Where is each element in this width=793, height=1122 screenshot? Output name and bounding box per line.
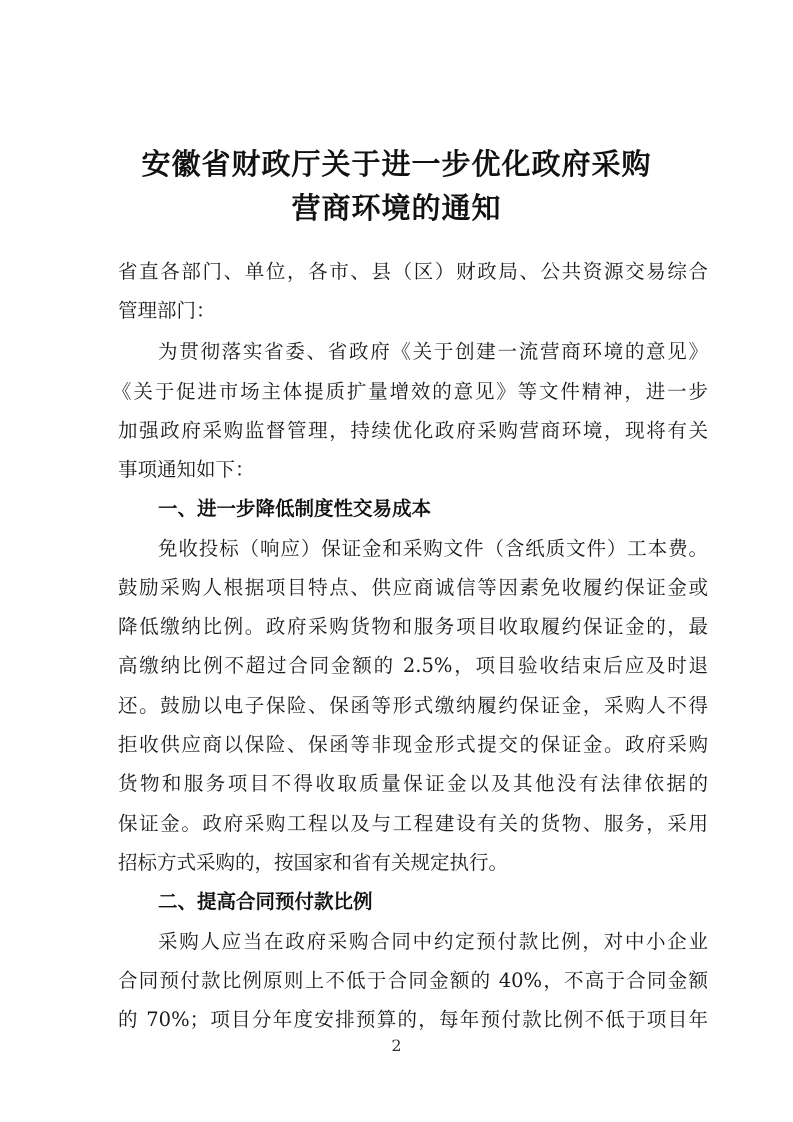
- body-paragraph-line: 加强政府采购监督管理，持续优化政府采购营商环境，现将有关: [118, 419, 708, 442]
- body-paragraph-line: 事项通知如下：: [118, 458, 255, 481]
- body-paragraph-line: 降低缴纳比例。政府采购货物和服务项目收取履约保证金的，最: [118, 615, 708, 638]
- body-paragraph-line: 的 70%；项目分年度安排预算的，每年预付款比例不低于项目年: [118, 1008, 708, 1031]
- body-paragraph-line: 鼓励采购人根据项目特点、供应商诚信等因素免收履约保证金或: [118, 576, 708, 599]
- body-paragraph-line: 免收投标（响应）保证金和采购文件（含纸质文件）工本费。: [158, 537, 708, 560]
- body-paragraph-line: 货物和服务项目不得收取质量保证金以及其他没有法律依据的: [118, 772, 708, 795]
- body-paragraph-line: 保证金。政府采购工程以及与工程建设有关的货物、服务，采用: [118, 812, 708, 835]
- document-title-line-2: 营商环境的通知: [291, 191, 502, 225]
- body-paragraph-line: 还。鼓励以电子保险、保函等形式缴纳履约保证金，采购人不得: [118, 694, 708, 717]
- body-paragraph-line: 为贯彻落实省委、省政府《关于创建一流营商环境的意见》: [158, 340, 708, 363]
- page-number: 2: [391, 1036, 402, 1055]
- document-title-line-1: 安徽省财政厅关于进一步优化政府采购: [141, 147, 652, 181]
- body-paragraph-line: 合同预付款比例原则上不低于合同金额的 40%，不高于合同金额: [118, 969, 708, 992]
- body-paragraph-line: 采购人应当在政府采购合同中约定预付款比例，对中小企业: [158, 930, 708, 953]
- salutation-line-1: 省直各部门、单位，各市、县（区）财政局、公共资源交易综合: [118, 260, 708, 283]
- section-heading-1: 一、进一步降低制度性交易成本: [158, 497, 432, 520]
- body-paragraph-line: 招标方式采购的，按国家和省有关规定执行。: [118, 851, 509, 874]
- body-paragraph-line: 拒收供应商以保险、保函等非现金形式提交的保证金。政府采购: [118, 733, 708, 756]
- body-paragraph-line: 《关于促进市场主体提质扩量增效的意见》等文件精神，进一步: [112, 380, 708, 403]
- body-paragraph-line: 高缴纳比例不超过合同金额的 2.5%，项目验收结束后应及时退: [118, 654, 708, 677]
- salutation-line-2: 管理部门：: [118, 299, 216, 322]
- section-heading-2: 二、提高合同预付款比例: [158, 890, 373, 913]
